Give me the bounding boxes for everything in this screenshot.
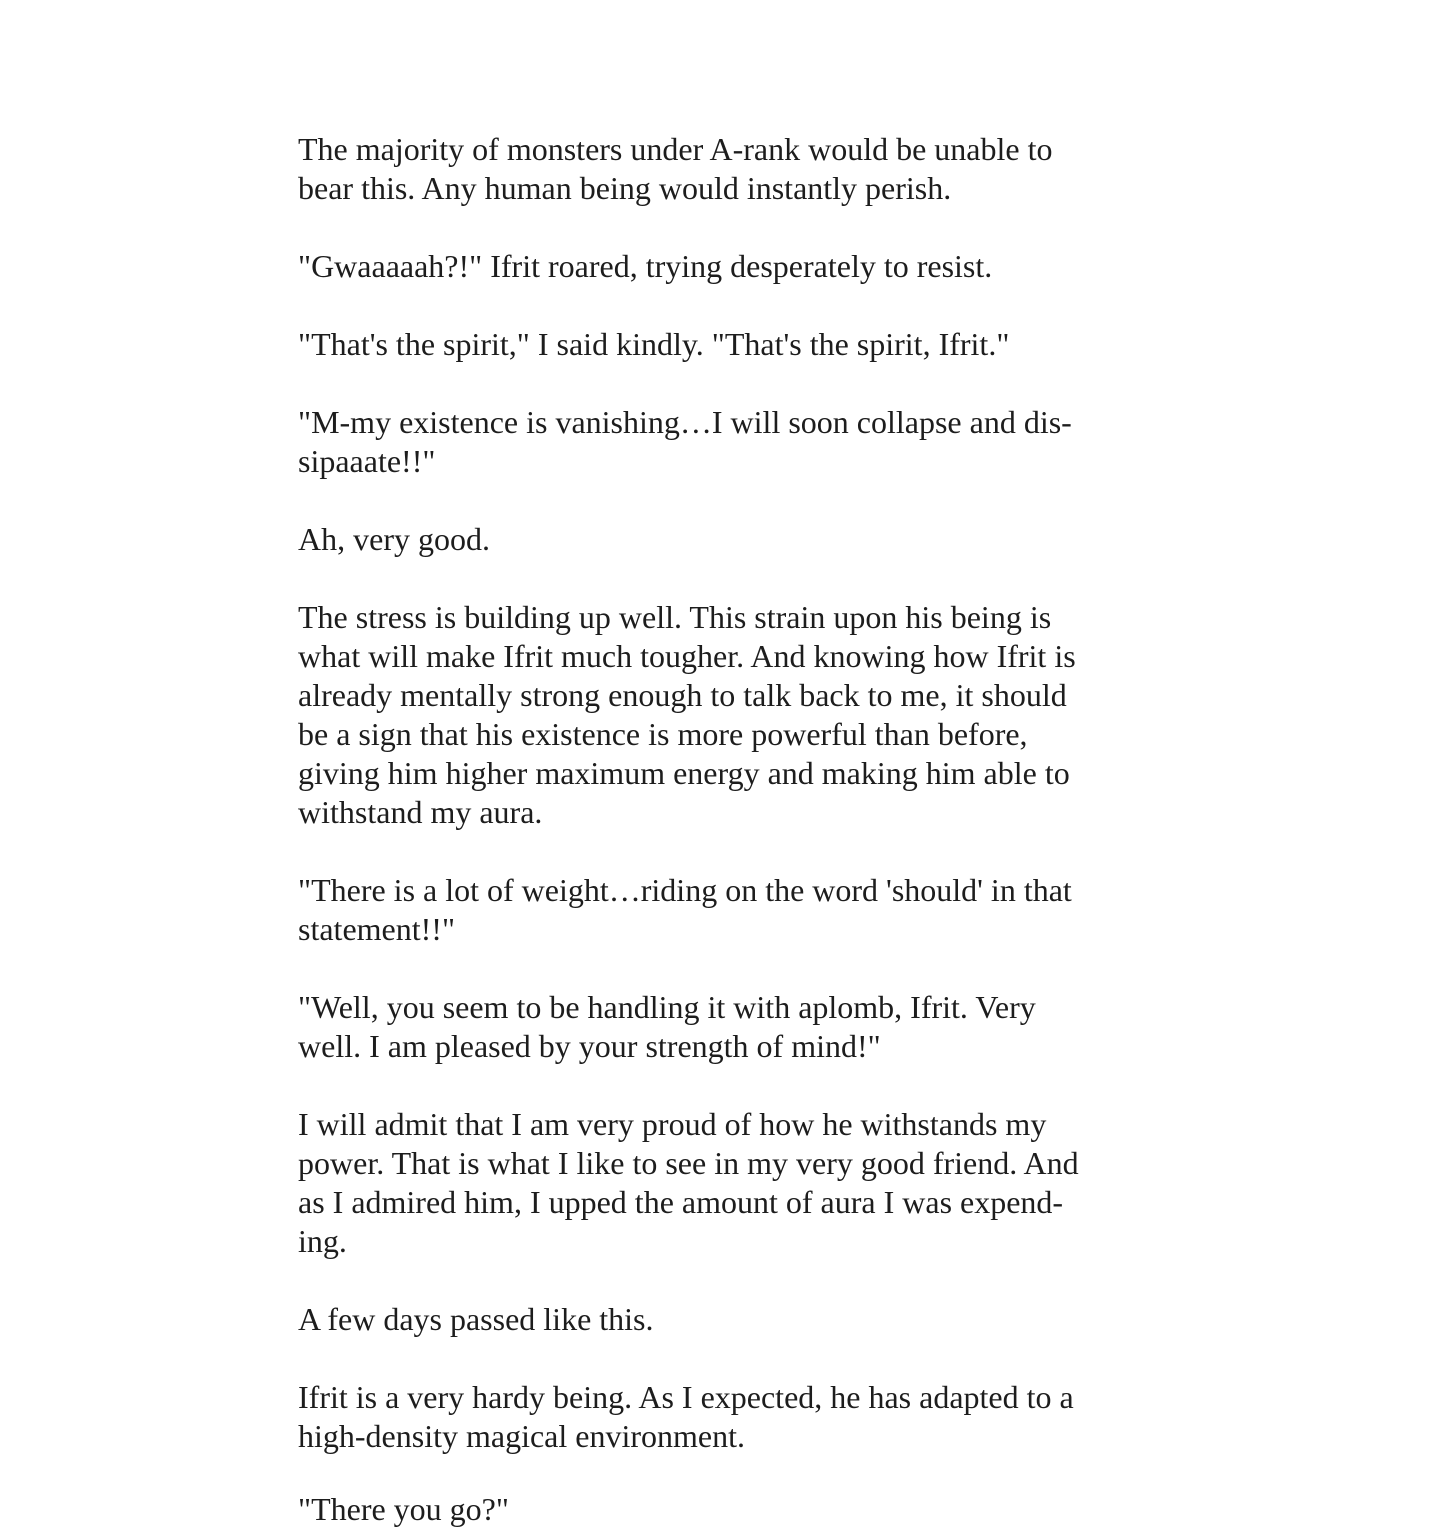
paragraph-5: Ah, very good.: [298, 521, 490, 557]
paragraph-6: The stress is building up well. This strain upon his being is what will make Ifrit much tougher. And knowing how Ifrit is already mentally strong enough to talk back to me, it should be a sign that his existence is more powerful than before, giving him higher maximum energy and making him able to withstand my aura.: [298, 599, 1076, 830]
paragraph-7: "There is a lot of weight…riding on the word 'should' in that statement!!": [298, 872, 1072, 947]
cut-off-text-line: [298, 1478, 698, 1527]
paragraph-10: A few days passed like this.: [298, 1301, 654, 1337]
document-body: [298, 130, 1158, 1495]
cut-off-text: "There you go?": [298, 1491, 509, 1527]
paragraph-2: "Gwaaaaah?!" Ifrit roared, trying desperately to resist.: [298, 248, 993, 284]
paragraph-3: "That's the spirit," I said kindly. "That's the spirit, Ifrit.": [298, 326, 1010, 362]
paragraph-1: The majority of monsters under A-rank would be unable to bear this. Any human being would instantly perish.: [298, 131, 1053, 206]
paragraph-9: I will admit that I am very proud of how he withstands my power. That is what I like to see in my very good friend. And as I admired him, I upped the amount of aura I was expend- ing.: [298, 1106, 1079, 1259]
paragraph-11: Ifrit is a very hardy being. As I expected, he has adapted to a high-density magical environment.: [298, 1379, 1074, 1454]
paragraph-4: "M-my existence is vanishing…I will soon collapse and dis- sipaaate!!": [298, 404, 1072, 479]
paragraph-8: "Well, you seem to be handling it with aplomb, Ifrit. Very well. I am pleased by your strength of mind!": [298, 989, 1036, 1064]
